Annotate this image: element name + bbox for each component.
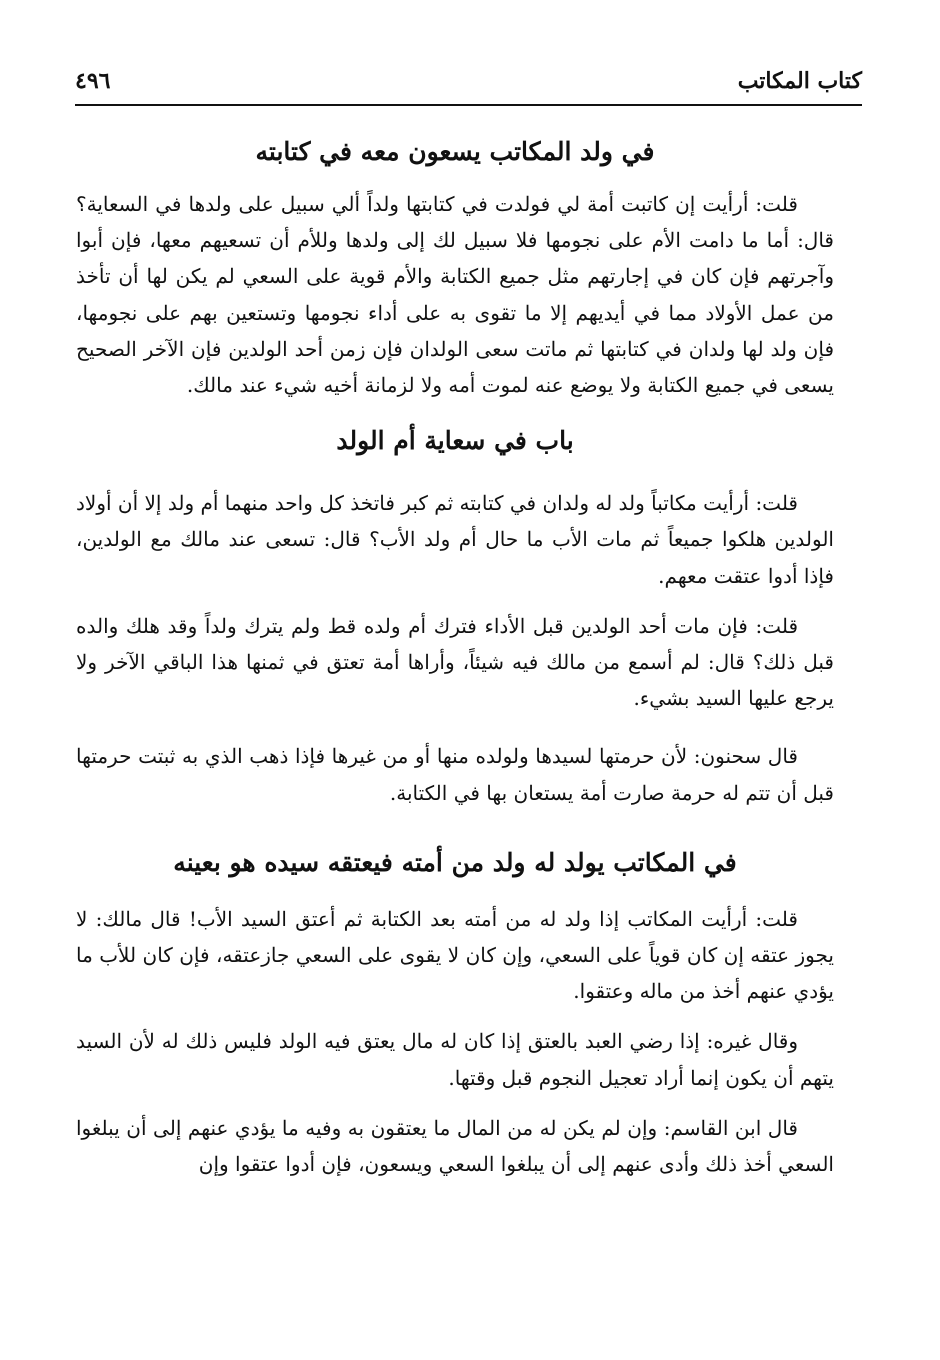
section-heading: في ولد المكاتب يسعون معه في كتابته [255,137,655,166]
running-header [75,64,862,106]
running-title: كتاب المكاتب [737,68,862,94]
paragraph: قلت: أرأيت إن كاتبت أمة لي فولدت في كتابتها ولداً ألي سبيل على ولدها في السعاية؟ قال: أما ما دامت الأم على نجومها فلا سبيل لك إلى ولدها وللأم أن تسعيهم معها، فإن أبوا وآجرتهم فإن كان في إجارتهم مثل جميع الكتابة والأم قوية على السعي لم يكن لها أن تأخذ من عمل الأولاد مما في أيديهم إلا ما تقوى به على أداء نجومها وتستعين بهم على نجومها، فإن ولد لها ولدان في كتابتها ثم ماتت سعى الولدان فإن زمن أحد الولدين فإن الآخر الصحيح يسعى في جميع الكتابة ولا يوضع عنه لموت أمه ولا لزمانة أخيه شيء عند مالك. [76,192,834,398]
section-heading: باب في سعاية أم الولد [336,426,574,456]
paragraph: قال سحنون: لأن حرمتها لسيدها ولولده منها أو من غيرها فإذا ذهب الذي به ثبتت حرمتها قبل أن تتم له حرمة صارت أمة يستعان بها في الكتابة. [76,744,834,805]
section-heading: في المكاتب يولد له ولد من أمته فيعتقه سيده هو بعينه [173,847,737,877]
paragraph: وقال غيره: إذا رضي العبد بالعتق إذا كان له مال يعتق فيه الولد فليس ذلك له لأن السيد يتهم أن يكون إنما أراد تعجيل النجوم قبل وقتها. [76,1029,834,1090]
paragraph: قال ابن القاسم: وإن لم يكن له من المال ما يعتقون به وفيه ما يؤدي عنهم إلى أن يبلغوا السعي أخذ ذلك وأدى عنهم إلى أن يبلغوا السعي ويسعون، فإن أدوا عتقوا وإن [76,1115,834,1177]
paragraph: قلت: فإن مات أحد الولدين قبل الأداء فترك أم ولده قط ولم يترك ولداً وقد هلك والده قبل ذلك؟ قال: لم أسمع من مالك فيه شيئاً، وأراها أمة تعتق في ثمنها هذا الباقي الآخر ولا يرجع عليها السيد بشيء. [76,613,834,711]
paragraph: قلت: أرأيت مكاتباً ولد له ولدان في كتابته ثم كبر فاتخذ كل واحد منهما أم ولد إلا أن أولاد الولدين هلكوا جميعاً ثم مات الأب ما حال أم ولد الأب؟ قال: تسعى عند مالك مع الولدين، فإذا أدوا عتقت معهم. [76,491,834,588]
page-number: ٤٩٦ [75,68,111,94]
paragraph: قلت: أرأيت المكاتب إذا ولد له من أمته بعد الكتابة ثم أعتق السيد الأب! قال مالك: لا يجوز عتقه إن كان قوياً على السعي، وإن كان لا يقوى على السعي جازعتقه، فإن كان للأب ما يؤدي عنهم أخذ من ماله وعتقوا. [76,906,834,1004]
page-body [76,126,834,1182]
